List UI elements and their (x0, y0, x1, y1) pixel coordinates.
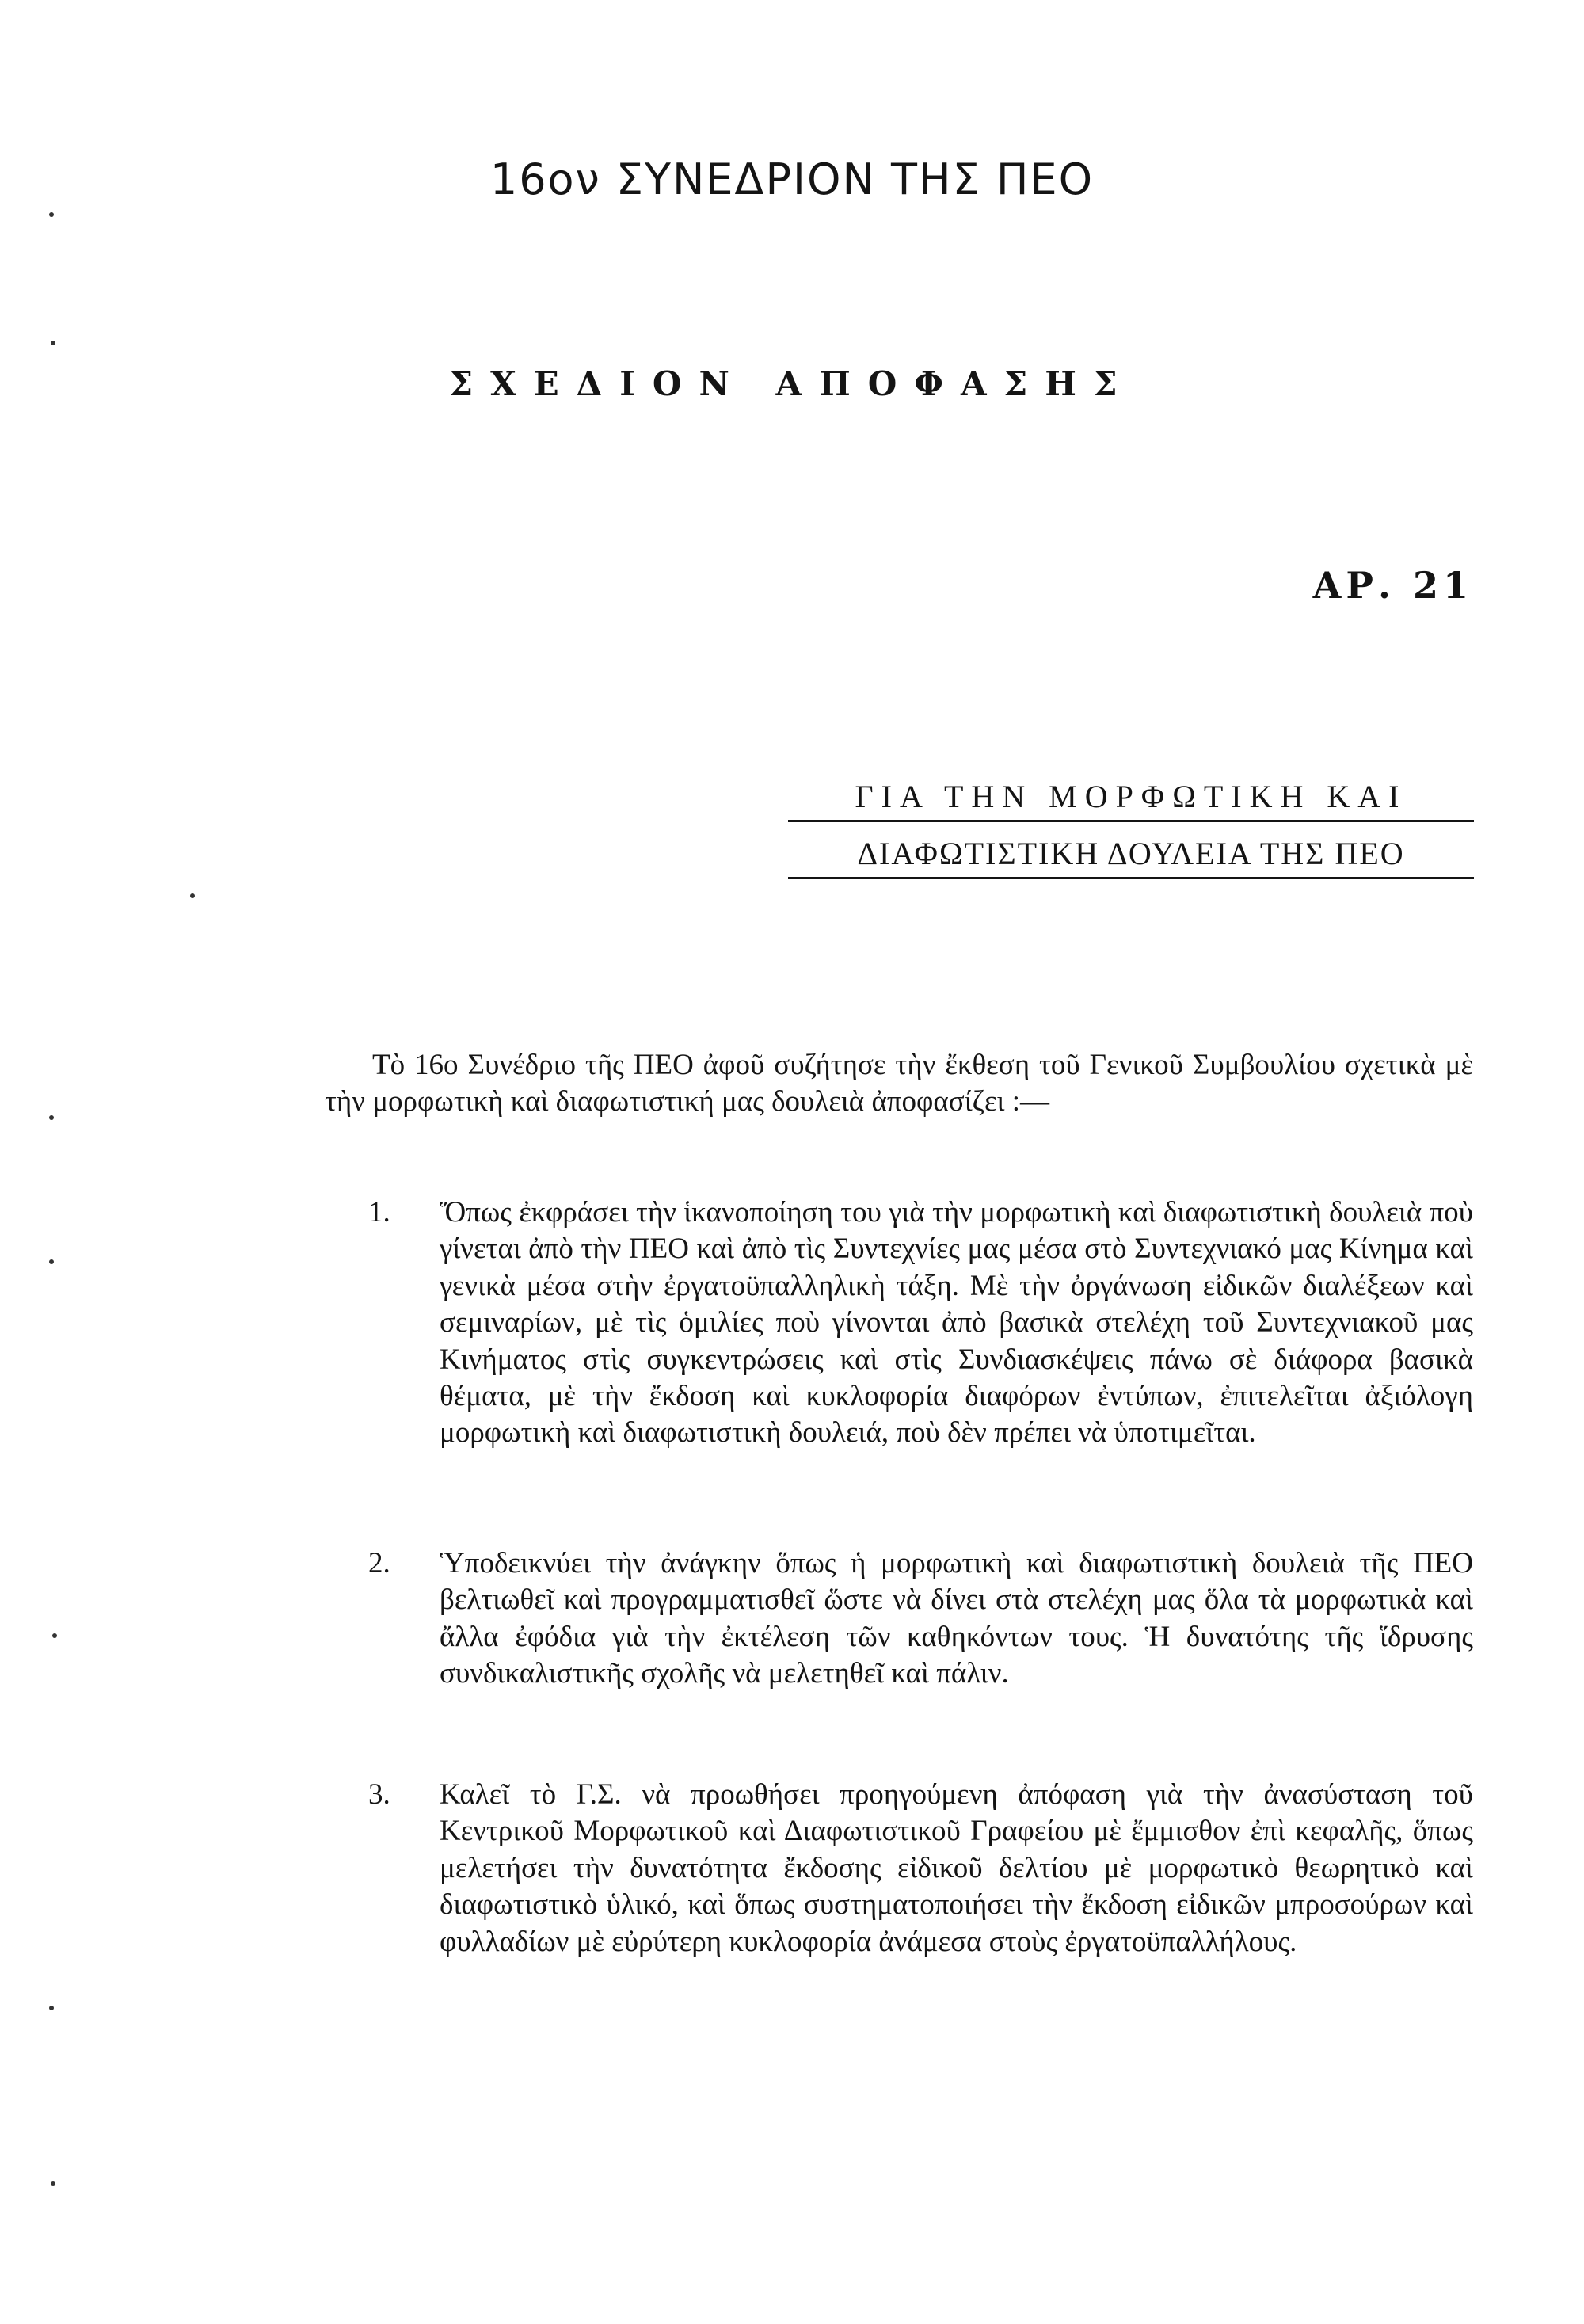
item-text: Ὑποδεικνύει τὴν ἀνάγκην ὅπως ἡ μορφωτικὴ καὶ διαφωτιστικὴ δουλειὰ τῆς ΠΕΟ βελτιωθεῖ καὶ προγραμματισθεῖ ὥστε νὰ δίνει στὰ στελέχη μας ὅλα τὰ μορφωτικὰ καὶ ἄλλα ἐφόδια γιὰ τὴν ἐκτέλεση τῶν καθηκόντων τους. Ἡ δυνατότης τῆς ἵδρυσης συνδικαλιστικῆς σχολῆς νὰ μελετηθεῖ καὶ πάλιν. (440, 1547, 1473, 1690)
list-item (368, 1194, 1473, 1452)
scan-speck (49, 1115, 54, 1120)
topic-line-1: ΓΙΑ ΤΗΝ ΜΟΡΦΩΤΙΚΗ ΚΑΙ (788, 778, 1474, 822)
topic-line-2: ΔΙΑΦΩΤΙΣΤΙΚΗ ΔΟΥΛΕΙΑ ΤΗΣ ΠΕΟ (788, 835, 1474, 879)
scan-speck (190, 893, 195, 898)
document-kind-heading: ΣΧΕΔΙΟΝ ΑΠΟΦΑΣΗΣ (449, 364, 1135, 403)
scan-speck (51, 2181, 55, 2186)
scan-speck (49, 2006, 54, 2010)
item-text: Καλεῖ τὸ Γ.Σ. νὰ προωθήσει προηγούμενη ἀπόφαση γιὰ τὴν ἀνασύσταση τοῦ Κεντρικοῦ Μορφωτικοῦ καὶ Διαφωτιστικοῦ Γραφείου μὲ ἔμμισθον ἐπὶ κεφαλῆς, ὅπως μελετήσει τὴν δυνατότητα ἔκδοσης εἰδικοῦ δελτίου μὲ μορφωτικὸ θεωρητικὸ καὶ διαφωτιστικὸ ὑλικό, καὶ ὅπως συστηματοποιήσει τὴν ἔκδοση εἰδικῶν μπροσούρων καὶ φυλλαδίων μὲ εὐρύτερη κυκλοφορία ἀνάμεσα στοὺς ἐργατοϋπαλλήλους. (440, 1778, 1473, 1958)
item-number: 2. (368, 1547, 390, 1579)
intro-paragraph: Τὸ 16ο Συνέδριο τῆς ΠΕΟ ἀφοῦ συζήτησε τὴν ἔκθεση τοῦ Γενικοῦ Συμβουλίου σχετικὰ μὲ τὴν μορφωτικὴ καὶ διαφωτιστική μας δουλειὰ ἀποφασίζει :— (325, 1049, 1473, 1118)
scan-speck (51, 341, 55, 345)
scan-speck (49, 212, 54, 217)
item-number: 1. (368, 1196, 390, 1229)
scan-speck (52, 1633, 57, 1638)
item-text: Ὅπως ἐκφράσει τὴν ἱκανοποίηση του γιὰ τὴν μορφωτικὴ καὶ διαφωτιστικὴ δουλειὰ ποὺ γίνεται ἀπὸ τὴν ΠΕΟ καὶ ἀπὸ τὶς Συντεχνίες μας μέσα στὸ Συντεχνιακό μας Κίνημα καὶ γενικὰ μέσα στὴν ἐργατοϋπαλληλικὴ τάξη. Μὲ τὴν ὀργάνωση εἰδικῶν διαλέξεων καὶ σεμιναρίων, μὲ τὶς ὁμιλίες ποὺ γίνονται ἀπὸ βασικὰ στελέχη τοῦ Συντεχνιακοῦ μας Κινήματος στὶς συγκεντρώσεις καὶ στὶς Συνδιασκέψεις πάνω σὲ διάφορα βασικὰ θέματα, μὲ τὴν ἔκδοση καὶ κυκλοφορία διαφόρων ἐντύπων, ἐπιτελεῖται ἀξιόλογη μορφωτικὴ καὶ διαφωτιστικὴ δουλειά, ποὺ δὲν πρέπει νὰ ὑποτιμεῖται. (440, 1196, 1473, 1450)
decision-number: ΑΡ. 21 (1312, 564, 1473, 607)
list-item (368, 1777, 1473, 1960)
page-title: 16ον ΣΥΝΕΔΡΙΟΝ ΤΗΣ ΠΕΟ (489, 154, 1095, 204)
list-item (368, 1545, 1473, 1693)
scan-speck (49, 1259, 54, 1264)
item-number: 3. (368, 1778, 390, 1811)
